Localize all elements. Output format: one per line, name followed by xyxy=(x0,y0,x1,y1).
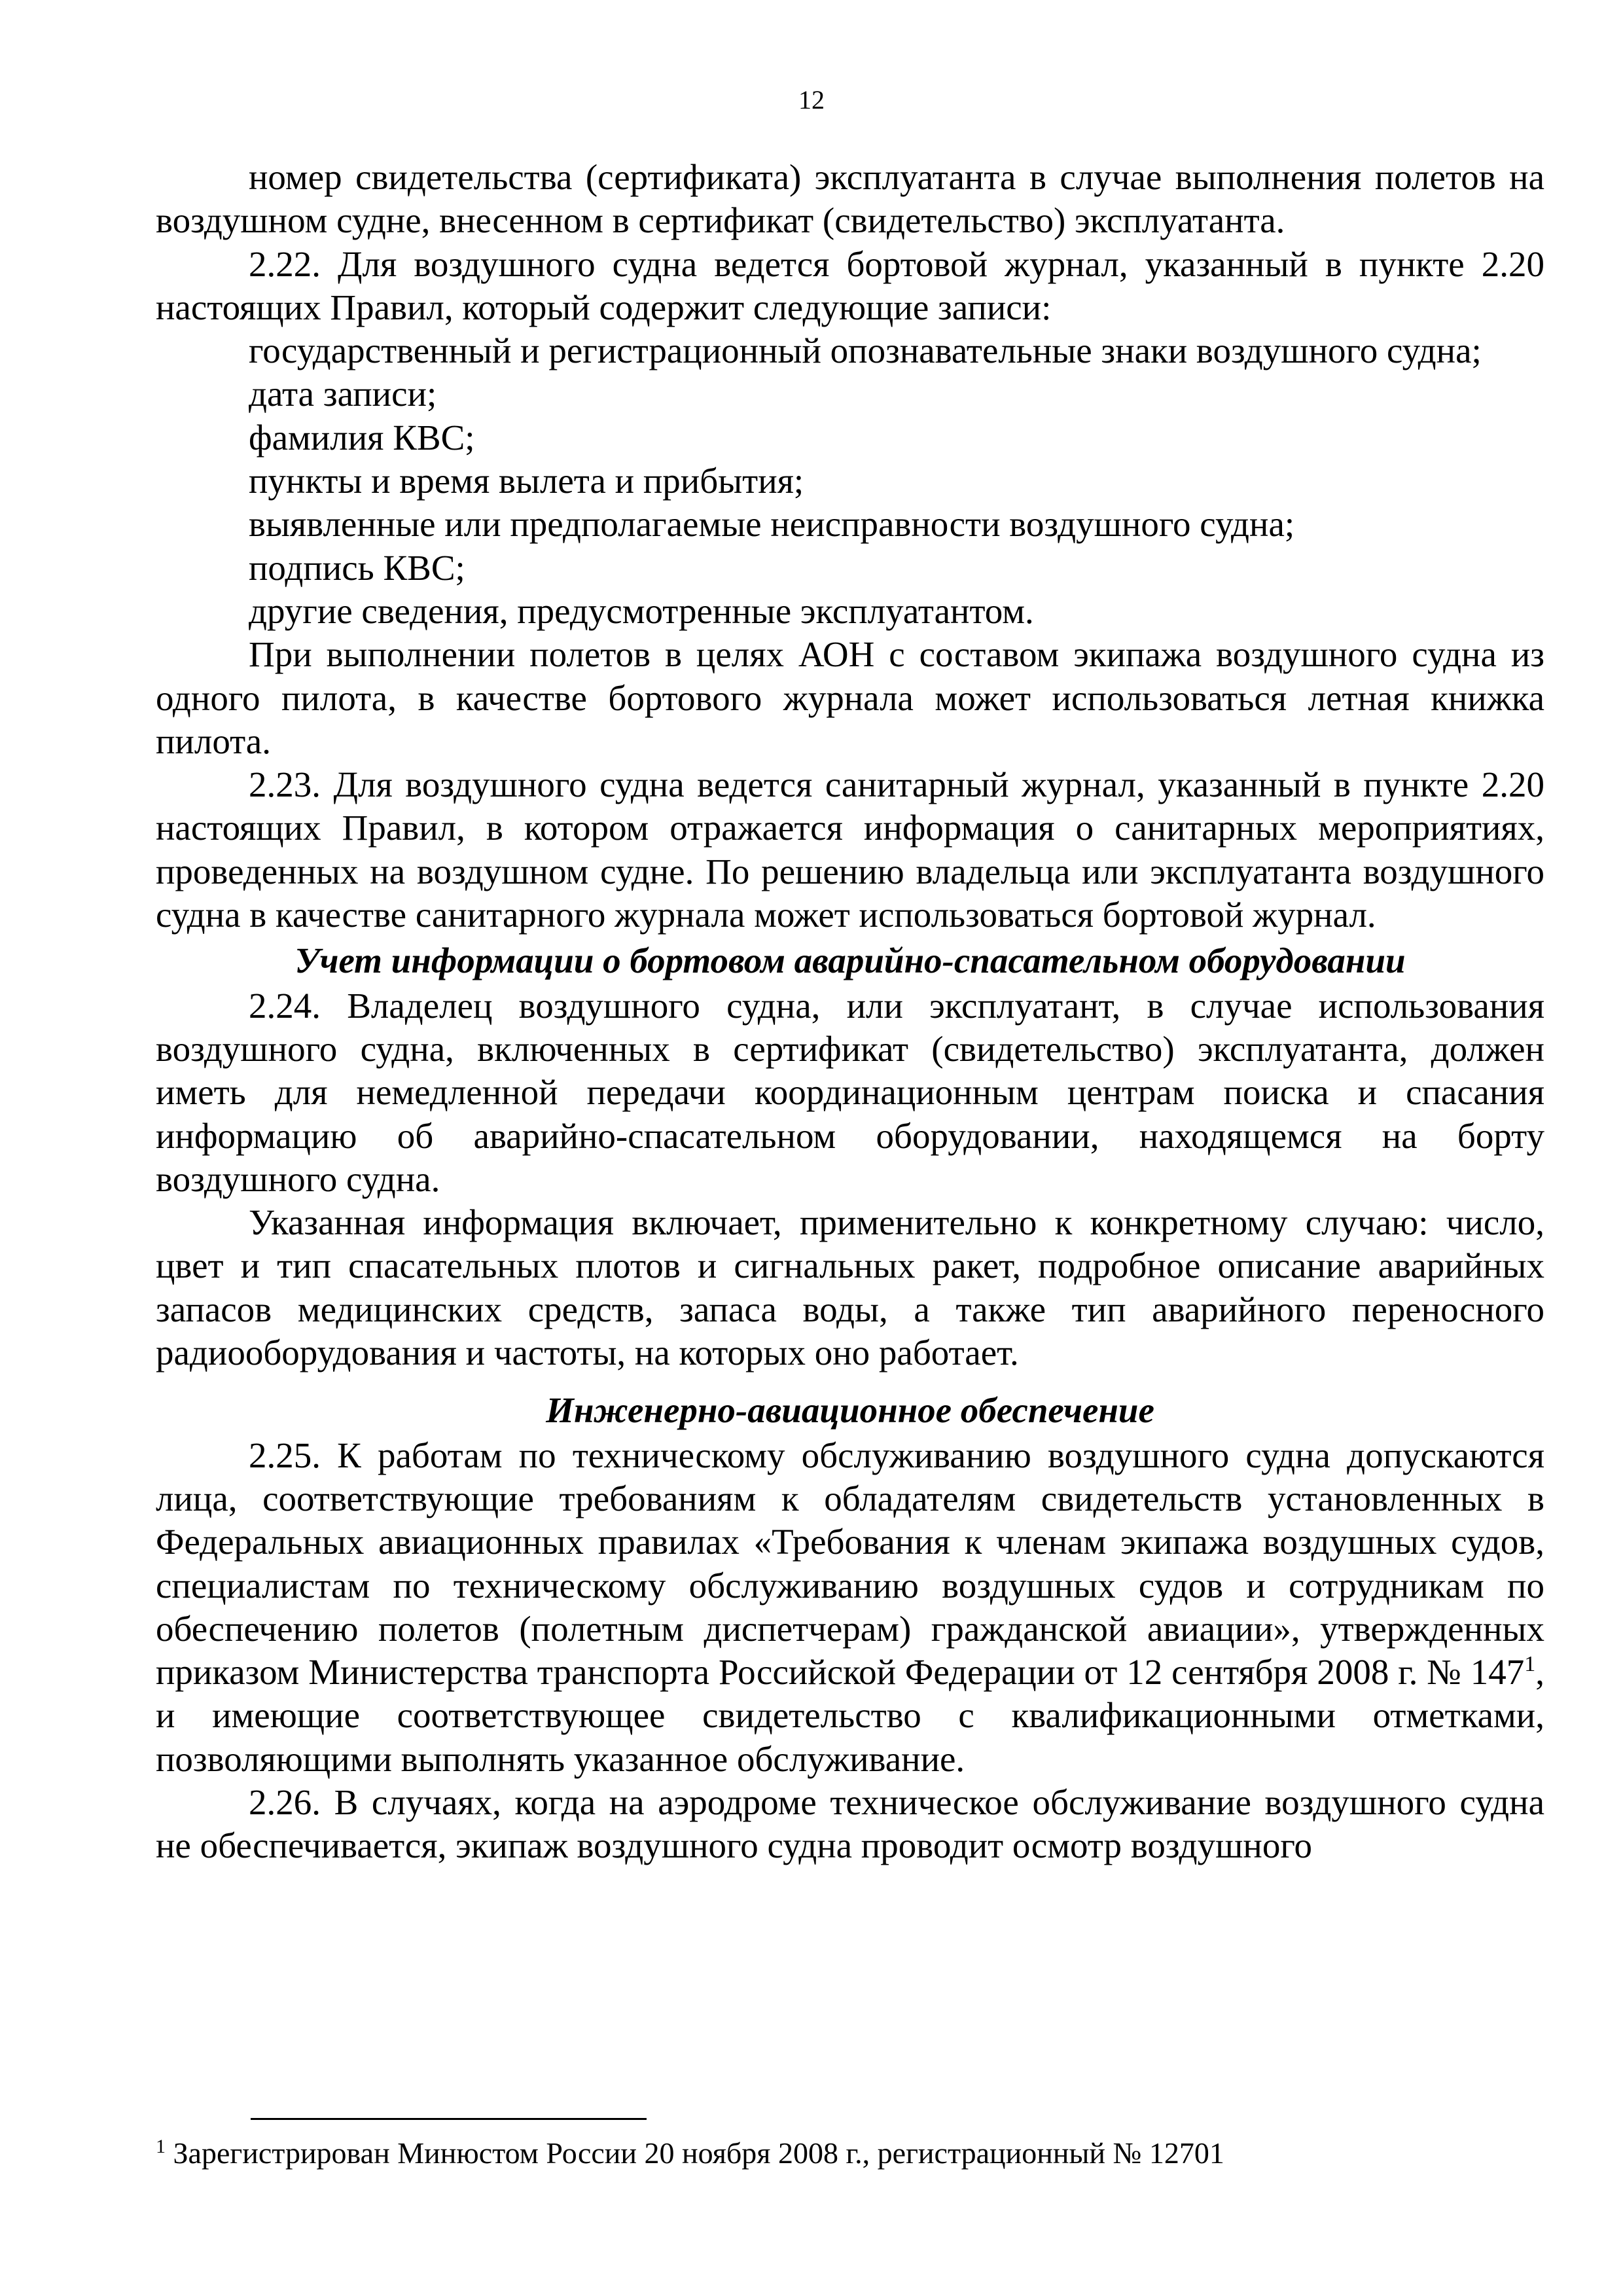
paragraph-2-23: 2.23. Для воздушного судна ведется санитарный журнал, указанный в пункте 2.20 настоящих Правил, в котором отражается информация о санитарных мероприятиях, проведенных на воздушном судне. По решению владельца или эксплуатанта воздушного судна в качестве санитарного журнала может использоваться бортовой журнал. xyxy=(156,764,1544,935)
footnote-reference: 1 xyxy=(1524,1652,1536,1677)
page-number: 12 xyxy=(798,85,825,115)
list-item-record-date: дата записи; xyxy=(249,374,437,414)
paragraph-2-25 xyxy=(156,1434,1544,1781)
paragraph-2-22: 2.22. Для воздушного судна ведется бортовой журнал, указанный в пункте 2.20 настоящих Правил, который содержит следующие записи: xyxy=(156,243,1544,327)
footnote-separator xyxy=(251,2118,647,2120)
section-heading-engineering-support: Инженерно-авиационное обеспечение xyxy=(546,1390,1154,1431)
paragraph-2-25-continuation: , и имеющие соответствующее свидетельство с квалификационными отметками, позволяющими выполнять указанное обслуживание. xyxy=(156,1652,1544,1779)
paragraph-2-26: 2.26. В случаях, когда на аэродроме техническое обслуживание воздушного судна не обеспечивается, экипаж воздушного судна проводит осмотр воздушного xyxy=(156,1782,1544,1866)
list-item-captain-surname: фамилия КВС; xyxy=(249,417,475,457)
section-heading-emergency-equipment: Учет информации о бортовом аварийно-спасательном оборудовании xyxy=(294,941,1406,981)
paragraph-certificate-number: номер свидетельства (сертификата) эксплуатанта в случае выполнения полетов на воздушном судне, внесенном в сертификат (свидетельство) эксплуатанта. xyxy=(156,157,1544,241)
list-item-other-info: другие сведения, предусмотренные эксплуатантом. xyxy=(249,590,1034,631)
paragraph-equipment-info: Указанная информация включает, применительно к конкретному случаю: число, цвет и тип спасательных плотов и сигнальных ракет, подробное описание аварийных запасов медицинских средств, запаса воды, а также тип аварийного переносного радиооборудования и частоты, на которых оно работает. xyxy=(156,1202,1544,1373)
paragraph-2-25-text: 2.25. К работам по техническому обслуживанию воздушного судна допускаются лица, соответствующие требованиям к обладателям свидетельств установленных в Федеральных авиационных правилах «Требования к членам экипажа воздушных судов, специалистам по техническому обслуживанию воздушных судов и сотрудникам по обеспечению полетов (полетным диспетчерам) гражданской авиации», утвержденных приказом Министерства транспорта Российской Федерации от 12 сентября 2008 г. № 147 xyxy=(156,1435,1544,1693)
list-item-identification-marks: государственный и регистрационный опознавательные знаки воздушного судна; xyxy=(249,331,1482,371)
paragraph-2-24: 2.24. Владелец воздушного судна, или эксплуатант, в случае использования воздушного судна, включенных в сертификат (свидетельство) эксплуатанта, должен иметь для немедленной передачи координационным центрам поиска и спасания информацию об аварийно-спасательном оборудовании, находящемся на борту воздушного судна. xyxy=(156,985,1544,1199)
list-item-captain-signature: подпись КВС; xyxy=(249,547,465,588)
list-item-departure-arrival: пункты и время вылета и прибытия; xyxy=(249,461,804,501)
paragraph-single-pilot-logbook: При выполнении полетов в целях АОН с составом экипажа воздушного судна из одного пилота, в качестве бортового журнала может использоваться летная книжка пилота. xyxy=(156,634,1544,761)
footnote-text: Зарегистрирован Минюстом России 20 ноября 2008 г., регистрационный № 12701 xyxy=(166,2136,1224,2170)
footnote xyxy=(156,2135,1544,2172)
footnote-mark: 1 xyxy=(156,2136,166,2157)
list-item-malfunctions: выявленные или предполагаемые неисправности воздушного судна; xyxy=(249,504,1295,545)
body-text xyxy=(156,156,1544,1868)
